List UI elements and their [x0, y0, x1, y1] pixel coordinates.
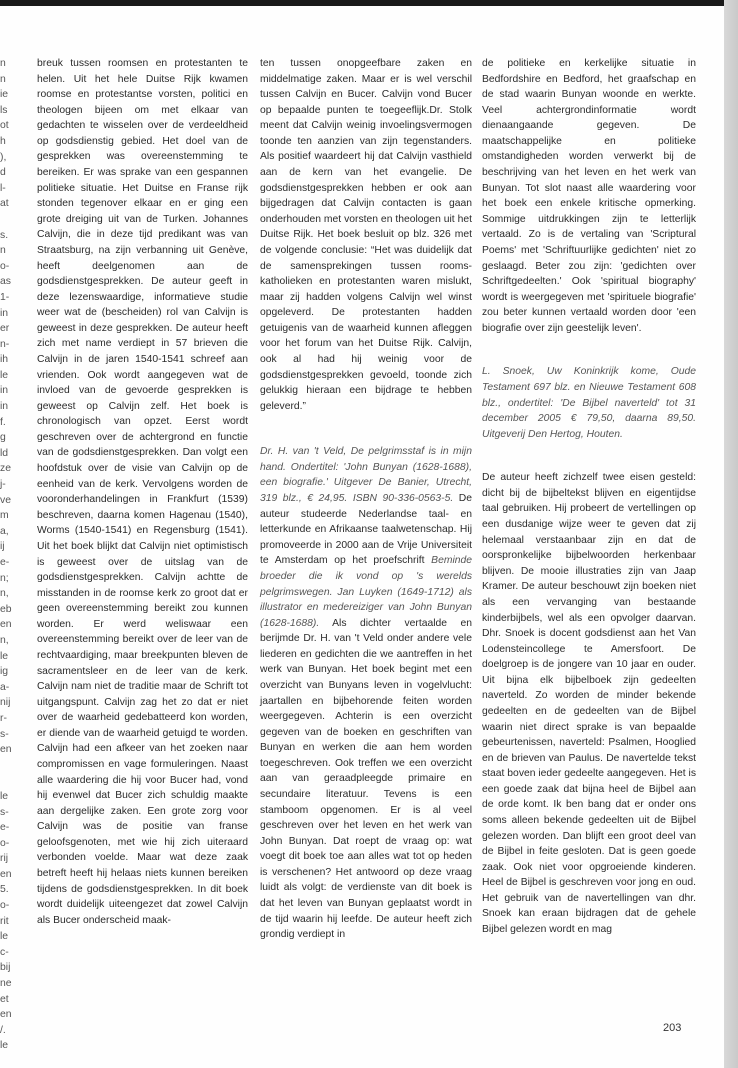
- margin-fragment: n: [0, 58, 6, 69]
- margin-fragment: l-: [0, 182, 6, 194]
- margin-fragment: [0, 758, 14, 774]
- margin-fragment: g: [0, 432, 6, 444]
- margin-fragment: r-: [0, 712, 7, 724]
- margin-fragment: en: [0, 619, 12, 631]
- margin-fragment: n,: [0, 634, 9, 646]
- margin-fragment: h: [0, 135, 6, 147]
- margin-fragment: s-: [0, 806, 9, 818]
- margin-fragment: d: [0, 167, 6, 179]
- margin-fragment: le: [0, 650, 9, 662]
- margin-fragment: in: [0, 385, 9, 397]
- section-gap: [260, 414, 472, 444]
- margin-fragment: n;: [0, 572, 9, 584]
- margin-fragment: in: [0, 401, 9, 413]
- margin-fragment: 5.: [0, 884, 9, 896]
- margin-fragment: ze: [0, 463, 11, 475]
- margin-fragment: rij: [0, 853, 9, 865]
- margin-fragment: o-: [0, 260, 10, 272]
- page-edge-shadow: [724, 0, 738, 1068]
- margin-fragment: o-: [0, 900, 10, 912]
- column-right: [482, 56, 696, 938]
- page-number: 203: [663, 1022, 682, 1034]
- margin-fragment: [0, 212, 14, 228]
- margin-fragment: f.: [0, 416, 6, 428]
- section-gap: [482, 442, 696, 470]
- margin-fragment: ls: [0, 104, 8, 116]
- facing-page-margin: [0, 56, 14, 1052]
- review2-body-continued: de politieke en kerkelijke situatie in Bedfordshire en Bedford, het graafschap en de stad waarin Bunyan woonde en werkte. Veel achtergrondinformatie wordt dienaangaande gegeven. De maatschappelijke en politieke omstandigheden worden verwerkt bij de beschrijving van het leven en het werk van Bunyan. Tot slot naast alle waardering voor het boek een enkele kritische opmerking. Sommige uitdrukkingen zijn te letterlijk vertaald. Zo is de vertaling van 'Scriptural Poems' met 'Schriftuurlijke gedichten' niet zo geslaagd. Beter zou zijn: 'gedichten over Schriftgedeelten.' Ook 'spiritual biography' wordt is weergegeven met 'spirituele biografie' zou beter kunnen vertaald worden door 'een biografie over zijn geestelijk leven'.: [482, 58, 696, 334]
- margin-fragment: ld: [0, 447, 9, 459]
- margin-fragment: a-: [0, 681, 10, 693]
- margin-fragment: n: [0, 73, 6, 85]
- margin-fragment: n: [0, 245, 6, 257]
- margin-fragment: in: [0, 307, 9, 319]
- margin-fragment: en: [0, 1009, 12, 1021]
- margin-fragment: s-: [0, 728, 9, 740]
- margin-fragment: le: [0, 369, 9, 381]
- margin-fragment: e-: [0, 557, 10, 568]
- margin-fragment: as: [0, 276, 11, 288]
- margin-fragment: m: [0, 510, 9, 522]
- margin-fragment: bij: [0, 962, 11, 974]
- margin-fragment: 1-: [0, 291, 10, 303]
- margin-fragment: ve: [0, 494, 11, 506]
- review1-body: breuk tussen roomsen en protestanten te helen. Uit het hele Duitse Rijk kwamen roomse en protestantse vorsten, politici en theologen bijeen om met elkaar van gedachten te wisselen over de verdeeldheid op godsdienstig gebied. Het doel van de gesprekken was overeenstemming te bereiken. Er was sprake van een gespannen politieke situatie. Het Duitse en Franse rijk stonden tegenover elkaar en er ging een grote dreiging uit van de Turken. Johannes Calvijn, die in deze tijd predikant was van Straatsburg, na zijn verbanning uit Genève, heeft deelgenomen aan de godsdienstgesprekken. De auteur geeft in deze lezenswaardige, informatieve studie weer wat de (bescheiden) rol van Calvijn is geweest in deze gesprekken. De auteur heeft zich met name verdiept in 57 brieven die Calvijn in de jaren 1540-1541 schreef aan vrienden. Ook wordt aangegeven wat de invloed van de gevoerde gesprekken is geweest op Calvijn zelf. Het boek is chronologisch van opzet. Eerst wordt geschreven over de achtergrond en functie van de godsdienstgesprekken. Dan volgt een hoofdstuk over de visie van Calvijn op de eenheid van de kerk. Vervolgens worden de vooronderhandelingen in Frankfurt (1539) beschreven, daarna komen Hagenau (1540), Worms (1540-1541) en Regensburg (1541). Uit het boek blijkt dat Calvijn niet optimistisch is geweest over de uitslag van de godsdienstgesprekken. Calvijn achtte de misstanden in de roomse kerk zo groot dat er geen overeenstemming bereikt zou kunnen worden. Er werd weliswaar een overeenstemming bereikt over de leer van de rechtvaardiging, maar breekpunten bleven de sacramentsleer en de leer van de kerk. Calvijn nam niet de traditie maar de Schrift tot uitgangspunt. Calvijn zag het zo dat er niet over de waarheid gedebatteerd kon worden, er diende van de waarheid getuigd te worden. Calvijn had een afkeer van het zoeken naar compromissen en vage formuleringen. Naast alle waardering die hij voor Bucer had, vond hij evenwel dat Bucer zich schuldig maakte aan dergelijke zaken. Een grote zorg voor Calvijn was de positie van franse geloofsgenoten, met wie hij zich uiteraard verbonden voelde. Maar wat deze zaak betreft heeft hij helaas niets kunnen bereiken tijdens de godsdienstgesprekken. In dit boek wordt duidelijk uiteengezet dat zowel Calvijn als Bucer onderscheid maak-: [37, 58, 248, 926]
- margin-fragment: ),: [0, 151, 7, 163]
- review2-body-c: Als dichter vertaalde en berijmde Dr. H. van 't Veld onder andere vele liederen en gedichten die we aantreffen in het werk van Bunyan. Het boek begint met een overzicht van Bunyans leven in vogelvlucht: jaartallen en bijbehorende feiten worden weergegeven. Achterin is een overzicht gegeven van de boeken en geschriften van Bunyan en werken die aan hem worden toegeschreven. Ook treffen we een overzicht aan van geraadpleegde primaire en secundaire literatuur. Tevens is een stamboom opgenomen. Er is al veel geschreven over het leven en het werk van John Bunyan. Dat roept de vraag op: wat voegt dit boek toe aan alles wat tot op heden is verschenen? Het antwoord op deze vraag luidt als volgt: de verdienste van dit boek is dat het leven van Bunyan geplaatst wordt in de tijd waarin hij leefde. De auteur heeft zich grondig verdiept in: [260, 617, 472, 941]
- review2-body-a: De auteur studeerde Nederlandse taal- en letterkunde en Afrikaanse taalwetenschap. Hij promoveerde in 2000 aan de Vrije Universiteit te Amsterdam op het proefschrift: [260, 493, 472, 567]
- margin-fragment: o-: [0, 837, 10, 849]
- margin-fragment: j-: [0, 479, 6, 491]
- review3-heading: L. Snoek, Uw Koninkrijk kome, Oude Testament 697 blz. en Nieuwe Testament 608 blz., ondertitel: 'De Bijbel naverteld' tot 31 december 2005 € 79,50, daarna 89,50. Uitgeverij Den Hertog, Houten.: [482, 366, 696, 440]
- margin-fragment: le: [0, 790, 9, 802]
- margin-fragment: eb: [0, 603, 12, 615]
- margin-fragment: n-: [0, 338, 10, 350]
- review2-thesis-title: Beminde broeder die ik vond op 's werelds pelgrimswegen. Jan Luyken (1649-1712) als illustrator en medereiziger van John Bunyan (1628-1688).: [260, 555, 472, 629]
- margin-fragment: ie: [0, 89, 9, 101]
- margin-fragment: a,: [0, 525, 9, 537]
- page-top-border: [0, 0, 738, 6]
- margin-fragment: c-: [0, 946, 9, 958]
- margin-fragment: at: [0, 198, 9, 210]
- margin-fragment: et: [0, 993, 9, 1005]
- margin-fragment: /.: [0, 1024, 6, 1036]
- column-middle: [260, 56, 472, 943]
- margin-fragment: le: [0, 931, 9, 943]
- review2-heading: Dr. H. van 't Veld, De pelgrimsstaf is in mijn hand. Ondertitel: 'John Bunyan (1628-1688), een biografie.' Uitgever De Banier, Utrecht, 319 blz., € 24,95. ISBN 90-336-0563-5.: [260, 446, 472, 505]
- section-gap: [482, 336, 696, 364]
- column-left: [37, 56, 248, 928]
- margin-fragment: rit: [0, 915, 9, 927]
- margin-fragment: en: [0, 744, 12, 756]
- margin-fragment: le: [0, 1040, 9, 1052]
- margin-fragment: ot: [0, 120, 9, 132]
- margin-fragment: ne: [0, 978, 12, 990]
- margin-fragment: ih: [0, 354, 9, 366]
- margin-fragment: [0, 773, 14, 789]
- margin-fragment: er: [0, 323, 10, 335]
- margin-fragment: e-: [0, 822, 10, 834]
- review3-body: De auteur heeft zichzelf twee eisen gesteld: dicht bij de bijbeltekst blijven en eigentijdse taal gebruiken. Hij probeert de vertellingen op een dusdanige wijze weer te geven dat zij helemaal verstaanbaar zijn en dat de oorspronkelijke bijbelwoorden herkenbaar blijven. De mooie illustraties zijn van Jaap Kramer. De auteur beschouwt zijn boeken niet als een vervanging van bestaande kinderbijbels, wel als een opvolger daarvan. Dhr. Snoek is docent godsdienst aan het Van Lodensteincollege te Amersfoort. De doelgroep is de jongere van 10 jaar en ouder. Uit bijna elk bijbelboek zijn gedeelten naverteld. Zo worden de minder bekende gedeelten en de gedeelten van de Bijbel waarin niet direct sprake is van bepaalde gebeurtenissen, naverteld: Psalmen, Hooglied en de brieven van Paulus. De navertelde tekst staat boven ieder gedeelte aangegeven. Het is een goede zaak dat bijna heel de Bijbel aan de orde komt. Ik ben bang dat er onder ons soms alleen bekende gedeelten uit de Bijbel gelezen worden. Dan blijft een groot deel van de Bijbel in feite gesloten. Dat is geen goede zaak. Ook niet voor opgroeiende kinderen. Heel de Bijbel is geschreven voor jong en oud. Het gebruik van de navertellingen van dhr. Snoek kan eraan bijdragen dat de gehele Bijbel gelezen wordt en mag: [482, 472, 696, 936]
- margin-fragment: ij: [0, 541, 5, 553]
- review2: [260, 444, 472, 943]
- margin-fragment: n,: [0, 588, 9, 600]
- review1-body-continued: ten tussen onopgeefbare zaken en middelmatige zaken. Maar er is wel verschil tussen Calvijn en Bucer. Calvijn vond Bucer op bepaalde punten te toegeeflijk.Dr. Stolk meent dat Calvijn weinig invoelingsvermogen toonde ten aanzien van zijn tegenstanders. Als positief waardeert hij dat Calvijn vasthield aan de kern van het evangelie. De godsdienstgesprekken hebben er ook aan bijgedragen dat Calvijn contacten is gaan onderhouden met vorsten en theologen uit het Duitse Rijk. Het boek besluit op blz. 326 met de volgende conclusie: “Het was duidelijk dat de samensprekingen tussen rooms-katholieken en protestanten waren mislukt, maar zij hadden volgens Calvijn wel winst opgeleverd. De protestanten hadden getuigenis van de waarheid kunnen afleggen voor het forum van het Duitse Rijk. Calvijn, ook al had hij weinig voor de godsdienstgesprekken gevoeld, toonde zich gelukkig hieraan een bijdrage te hebben geleverd.”: [260, 58, 472, 412]
- margin-fragment: ig: [0, 666, 9, 678]
- margin-fragment: s.: [0, 229, 9, 241]
- margin-fragment: en: [0, 868, 12, 880]
- margin-fragment: nij: [0, 697, 11, 709]
